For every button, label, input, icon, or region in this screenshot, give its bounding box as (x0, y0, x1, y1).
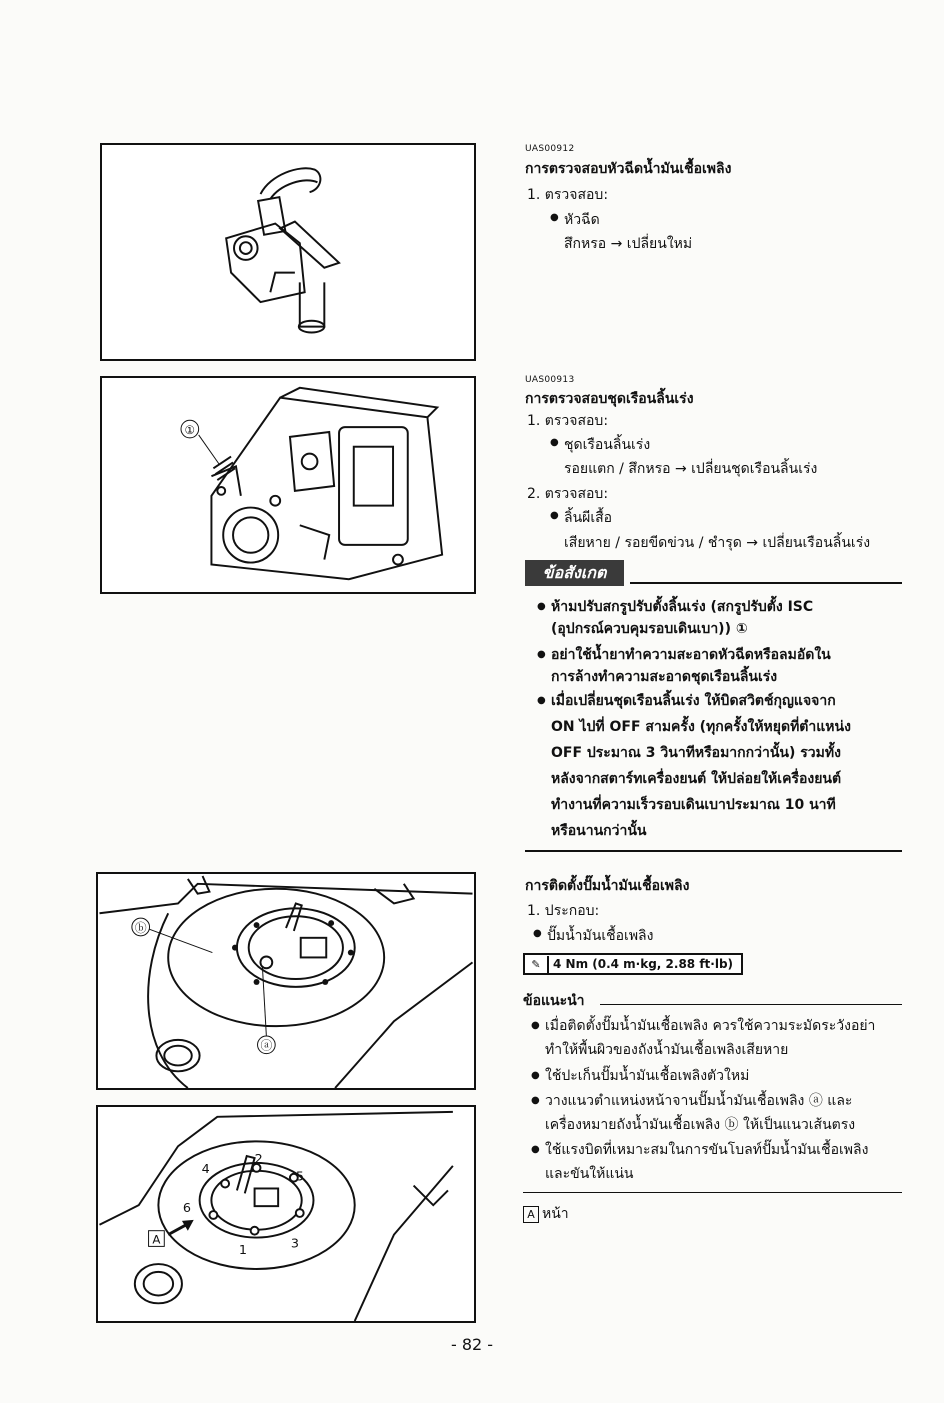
injector-illustration (102, 145, 474, 359)
bolt-label-6: 6 (182, 1201, 192, 1217)
torque-spec (523, 953, 743, 975)
tip-text: เครื่องหมายถังน้ำมันเชื้อเพลิง ⓑ ให้เป็นแนวเส้นตรง (545, 1117, 856, 1133)
figure-throttle-body (100, 376, 476, 594)
torque-value: 4 Nm (0.4 m·kg, 2.88 ft·lb) (553, 957, 734, 971)
tip-bullet: ● เมื่อติดตั้งปั๊มน้ำมันเชื้อเพลิง ควรใช้ความระมัดระวังอย่า (545, 1015, 875, 1037)
section-title: การตรวจสอบหัวฉีดน้ำมันเชื้อเพลิง (525, 161, 732, 177)
figure-bolt-sequence (96, 1105, 476, 1323)
tip-rule (600, 1004, 902, 1005)
section-divider (523, 1192, 902, 1193)
note-text: OFF ประมาณ 3 วินาทีหรือมากกว่านั้น) รวมทั้ง (551, 745, 841, 761)
tip-label: ข้อแนะนำ (523, 993, 585, 1009)
bolt-label-2: 2 (254, 1151, 263, 1167)
bolt-label-4: 4 (201, 1161, 210, 1177)
tip-bullet: ● ใช้ปะเก็นปั๊มน้ำมันเชื้อเพลิงตัวใหม่ (545, 1065, 749, 1087)
step-label: 2. ตรวจสอบ: (527, 486, 609, 502)
front-key-label: A (152, 1232, 161, 1247)
note-bullet: ● อย่าใช้น้ำยาทำความสะอาดหัวฉีดหรือลมอัดใน (551, 644, 831, 666)
tip-text: และขันให้แน่น (545, 1166, 634, 1182)
note-label: ข้อสังเกต (525, 560, 624, 586)
note-rule (630, 582, 902, 584)
bolt-label-1: 1 (238, 1243, 248, 1259)
note-bullet: ● ห้ามปรับสกรูปรับตั้งลิ้นเร่ง (สกรูปรับตั้ง ISC (551, 596, 813, 618)
install-item: ● ปั๊มน้ำมันเชื้อเพลิง (547, 925, 653, 947)
callout-1: ① (184, 422, 196, 437)
tip-bullet: ● ใช้แรงบิดที่เหมาะสมในการขันโบลท์ปั๊มน้ำมันเชื้อเพลิง (545, 1139, 868, 1161)
throttle-body-illustration (102, 378, 474, 592)
note-bullet: ● เมื่อเปลี่ยนชุดเรือนลิ้นเร่ง ให้บิดสวิตช์กุญแจจาก (551, 690, 836, 712)
legend (523, 1203, 569, 1225)
bolt-sequence-illustration (98, 1107, 474, 1321)
inspect-item: ● ลิ้นผีเสื้อ (564, 507, 612, 529)
legend-text: หน้า (542, 1206, 569, 1222)
bolt-label-5: 5 (295, 1169, 304, 1185)
figure-injector (100, 143, 476, 361)
note-text: หรือนานกว่านั้น (551, 823, 647, 839)
section-title: การตรวจสอบชุดเรือนลิ้นเร่ง (525, 391, 694, 407)
bolt-label-3: 3 (290, 1236, 300, 1252)
inspect-action: สึกหรอ → เปลี่ยนใหม่ (564, 236, 693, 252)
figure-fuel-pump-alignment (96, 872, 476, 1090)
inspect-item: ● ชุดเรือนลิ้นเร่ง (564, 434, 650, 456)
note-text: ON ไปที่ OFF สามครั้ง (ทุกครั้งให้หยุดที่ตำแหน่ง (551, 719, 851, 735)
tip-text: ทำให้พื้นผิวของถังน้ำมันเชื้อเพลิงเสียหาย (545, 1042, 789, 1058)
step-label: 1. ประกอบ: (527, 903, 600, 919)
wrench-icon: ✎ (525, 956, 549, 974)
step-label: 1. ตรวจสอบ: (527, 413, 609, 429)
note-text: ทำงานที่ความเร็วรอบเดินเบาประมาณ 10 นาที (551, 797, 836, 813)
section-divider (525, 850, 902, 852)
section-code: UAS00913 (525, 375, 575, 385)
fuel-pump-alignment-illustration (98, 874, 474, 1088)
note-text: (อุปกรณ์ควบคุมรอบเดินเบา)) ① (551, 621, 748, 637)
step-label: 1. ตรวจสอบ: (527, 187, 609, 203)
mark-b-label: ⓑ (134, 920, 147, 935)
mark-a-label: ⓐ (260, 1038, 273, 1053)
tip-bullet: ● วางแนวตำแหน่งหน้าจานปั๊มน้ำมันเชื้อเพลิง ⓐ และ (545, 1090, 852, 1112)
inspect-item: ● หัวฉีด (564, 209, 600, 231)
note-text: การล้างทำความสะอาดชุดเรือนลิ้นเร่ง (551, 669, 778, 685)
legend-key: A (523, 1206, 539, 1223)
section-title: การติดตั้งปั๊มน้ำมันเชื้อเพลิง (525, 878, 690, 894)
inspect-action: เสียหาย / รอยขีดข่วน / ชำรุด → เปลี่ยนเรือนลิ้นเร่ง (564, 535, 871, 551)
page-number: - 82 - (450, 1335, 494, 1354)
note-text: หลังจากสตาร์ทเครื่องยนต์ ให้ปล่อยให้เครื่องยนต์ (551, 771, 842, 787)
section-code: UAS00912 (525, 144, 575, 154)
inspect-action: รอยแตก / สึกหรอ → เปลี่ยนชุดเรือนลิ้นเร่ง (564, 461, 818, 477)
